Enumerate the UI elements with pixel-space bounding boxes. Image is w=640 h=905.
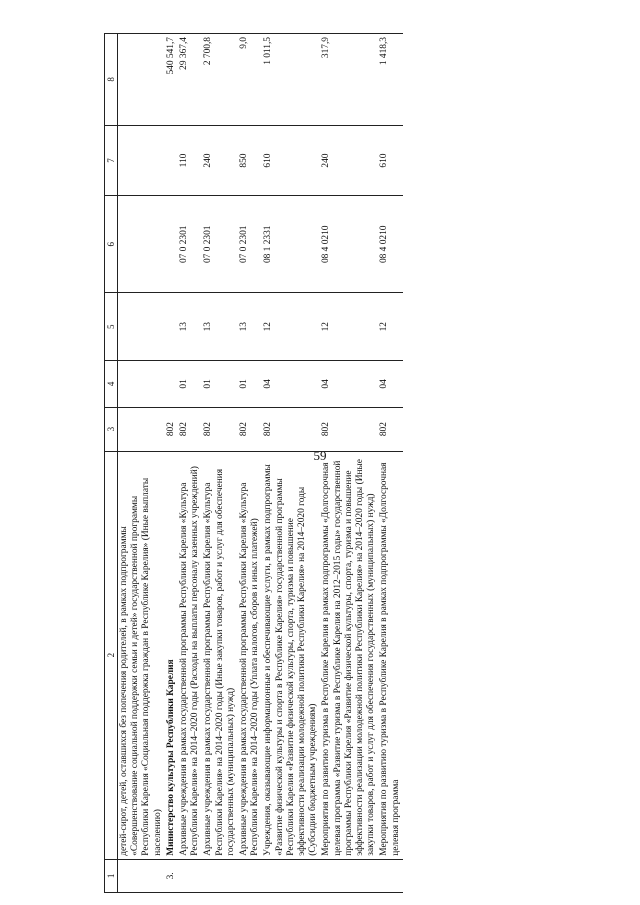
- row-description: Учреждения, оказывающие информационные и обеспечивающие услуги, в рамках подпрограммы «Развитие физической культуры и спорта в Республике Карелия» государственной программы Республики Карелия «Развитие физической культуры, спорта, туризма и повышение эффективности реализации молодежной политики Республики Карелия» на 2014–2020 годы (Субсидии бюджетным учреждениям): [262, 451, 320, 859]
- col-target-article: 08 1 2331: [262, 196, 320, 293]
- col-gr: 802: [178, 407, 202, 451]
- row-description: Министерство культуры Республики Карелия: [165, 451, 178, 859]
- col-podrazdel: 13: [178, 293, 202, 361]
- budget-table: [104, 33, 403, 893]
- col-podrazdel: 12: [262, 293, 320, 361]
- page-number: 59: [313, 448, 327, 463]
- col-expense-type: [118, 125, 165, 195]
- table-row: [202, 34, 238, 893]
- row-description: Архивные учреждения в рамках государственной программы Республики Карелия «Культура Республики Карелия» на 2014–2020 годы (Расходы на выплаты персоналу казенных учреждений): [178, 451, 202, 859]
- col-podrazdel: 13: [238, 293, 262, 361]
- col-expense-type: 240: [320, 125, 378, 195]
- table-row: [378, 34, 402, 893]
- row-number: [238, 859, 262, 892]
- table-row: [165, 34, 178, 893]
- header-col-6: 6: [105, 196, 118, 293]
- budget-table-rotated: [104, 33, 544, 893]
- col-expense-type: [165, 125, 178, 195]
- col-gr: 802: [202, 407, 238, 451]
- col-amount: 29 367,4: [178, 34, 202, 126]
- col-amount: 2 700,8: [202, 34, 238, 126]
- table-row: [238, 34, 262, 893]
- col-amount: 317,9: [320, 34, 378, 126]
- col-expense-type: 850: [238, 125, 262, 195]
- header-col-8: 8: [105, 34, 118, 126]
- col-expense-type: 610: [378, 125, 402, 195]
- header-col-4: 4: [105, 361, 118, 408]
- table-row: [262, 34, 320, 893]
- row-description: Архивные учреждения в рамках государственной программы Республики Карелия «Культура Республики Карелия» на 2014–2020 годы (Иные закупки товаров, работ и услуг для обеспечения государственных (муниципальных) нужд): [202, 451, 238, 859]
- header-col-2: 2: [105, 451, 118, 859]
- col-expense-type: 240: [202, 125, 238, 195]
- col-razdel: 04: [262, 361, 320, 408]
- table-row: [320, 34, 378, 893]
- col-target-article: 07 0 2301: [202, 196, 238, 293]
- row-number: [262, 859, 320, 892]
- row-description: Мероприятия по развитию туризма в Республике Карелия в рамках подпрограммы «Долгосрочная целевая программа «Развитие туризма в Республике Карелия на 2012–2015 годы» государственной программы Республики Карелия «Развитие физической культуры, спорта, туризма и повышение эффективности реализации молодежной политики Республики Карелия» на 2014–2020 годы (Иные закупки товаров, работ и услуг для обеспечения государственных (муниципальных) нужд): [320, 451, 378, 859]
- col-podrazdel: 12: [378, 293, 402, 361]
- col-expense-type: 110: [178, 125, 202, 195]
- col-gr: 802: [320, 407, 378, 451]
- col-razdel: 04: [320, 361, 378, 408]
- header-col-7: 7: [105, 125, 118, 195]
- col-razdel: [165, 361, 178, 408]
- col-target-article: 07 0 2301: [238, 196, 262, 293]
- col-podrazdel: 12: [320, 293, 378, 361]
- table-header-row: [105, 34, 118, 893]
- col-target-article: 08 4 0210: [320, 196, 378, 293]
- table-body: [118, 34, 403, 893]
- col-podrazdel: [118, 293, 165, 361]
- table-row: [178, 34, 202, 893]
- row-description: Мероприятия по развитию туризма в Республике Карелия в рамках подпрограммы «Долгосрочная целевая программа: [378, 451, 402, 859]
- col-razdel: [118, 361, 165, 408]
- col-target-article: [118, 196, 165, 293]
- col-gr: 802: [238, 407, 262, 451]
- col-amount: [118, 34, 165, 126]
- col-razdel: 04: [378, 361, 402, 408]
- col-razdel: 01: [202, 361, 238, 408]
- col-amount: 540 541,7: [165, 34, 178, 126]
- col-gr: [118, 407, 165, 451]
- col-podrazdel: [165, 293, 178, 361]
- col-gr: 802: [262, 407, 320, 451]
- col-target-article: 08 4 0210: [378, 196, 402, 293]
- col-target-article: [165, 196, 178, 293]
- row-number: [118, 859, 165, 892]
- table-row: [118, 34, 165, 893]
- header-col-3: 3: [105, 407, 118, 451]
- row-number: 3.: [165, 859, 178, 892]
- col-expense-type: 610: [262, 125, 320, 195]
- row-number: [320, 859, 378, 892]
- header-col-5: 5: [105, 293, 118, 361]
- row-number: [178, 859, 202, 892]
- col-target-article: 07 0 2301: [178, 196, 202, 293]
- col-razdel: 01: [238, 361, 262, 408]
- col-amount: 1 011,5: [262, 34, 320, 126]
- col-amount: 1 418,3: [378, 34, 402, 126]
- col-gr: 802: [378, 407, 402, 451]
- row-number: [378, 859, 402, 892]
- row-description: детей-сирот, детей, оставшихся без попечения родителей, в рамках подпрограммы «Совершенствование социальной поддержки семьи и детей» государственной программы Республики Карелия «Социальная поддержка граждан в Республике Карелия» (Иные выплаты населению): [118, 451, 165, 859]
- row-number: [202, 859, 238, 892]
- col-podrazdel: 13: [202, 293, 238, 361]
- col-amount: 9,0: [238, 34, 262, 126]
- header-col-1: 1: [105, 859, 118, 892]
- col-gr: 802: [165, 407, 178, 451]
- col-razdel: 01: [178, 361, 202, 408]
- row-description: Архивные учреждения в рамках государственной программы Республики Карелия «Культура Республики Карелия» на 2014–2020 годы (Уплата налогов, сборов и иных платежей): [238, 451, 262, 859]
